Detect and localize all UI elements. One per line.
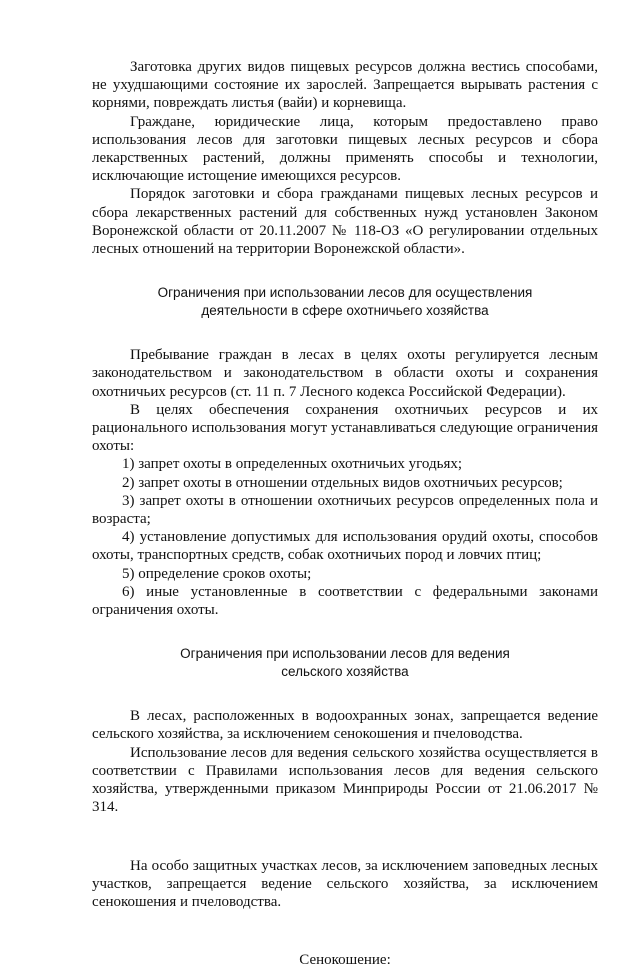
paragraph-hunting-lead: В целях обеспечения сохранения охотничьих ресурсов и их рационального использования могут устанавливаться следующие ограничения охоты: bbox=[92, 401, 598, 455]
paragraph-water-protection-zones: В лесах, расположенных в водоохранных зонах, запрещается ведение сельского хозяйства, за исключением сенокошения и пчеловодства. bbox=[92, 708, 598, 743]
list-item: 6) иные установленные в соответствии с федеральными законами ограничения охоты. bbox=[92, 583, 598, 619]
section-heading-hunting-line2: деятельности в сфере охотничьего хозяйства bbox=[201, 303, 489, 319]
haymaking-heading: Сенокошение: bbox=[299, 952, 391, 969]
section-heading-agriculture bbox=[92, 645, 598, 681]
list-item: 3) запрет охоты в отношении охотничьих ресурсов определенных пола и возраста; bbox=[92, 492, 598, 528]
list-item: 5) определение сроков охоты; bbox=[122, 565, 312, 582]
paragraph-citizens-methods: Граждане, юридические лица, которым предоставлено право использования лесов для заготовки пищевых лесных ресурсов и сбора лекарственных растений, должны применять способы и технологии, исключающие истощение имеющихся ресурсов. bbox=[92, 113, 598, 185]
paragraph-hunting-intro: Пребывание граждан в лесах в целях охоты регулируется лесным законодательством и законодательством в области охоты и сохранения охотничьих ресурсов (ст. 11 п. 7 Лесного кодекса Российской Федерации). bbox=[92, 347, 598, 400]
paragraph-food-resources: Заготовка других видов пищевых ресурсов должна вестись способами, не ухудшающими состояние их зарослей. Запрещается вырывать растения с корнями, повреждать листья (вайи) и корневища. bbox=[92, 59, 598, 112]
paragraph-protective-areas: На особо защитных участках лесов, за исключением заповедных лесных участков, запрещается ведение сельского хозяйства, за исключением сенокошения и пчеловодства. bbox=[92, 857, 598, 910]
section-heading-hunting-line1: Ограничения при использовании лесов для осуществления bbox=[157, 285, 533, 301]
section-heading-hunting bbox=[92, 284, 598, 320]
section-heading-agriculture-line1: Ограничения при использовании лесов для ведения bbox=[180, 646, 510, 662]
section-heading-agriculture-line2: сельского хозяйства bbox=[281, 664, 409, 680]
list-item: 1) запрет охоты в определенных охотничьих угодьях; bbox=[122, 456, 463, 473]
list-item: 2) запрет охоты в отношении отдельных видов охотничьих ресурсов; bbox=[122, 474, 563, 491]
paragraph-agriculture-rules: Использование лесов для ведения сельского хозяйства осуществляется в соответствии с Правилами использования лесов для ведения сельского хозяйства, утвержденными приказом Минприроды России от 21.06.2017 № 314. bbox=[92, 744, 598, 816]
paragraph-procedure-law: Порядок заготовки и сбора гражданами пищевых лесных ресурсов и сбора лекарственных растений для собственных нужд установлен Законом Воронежской области от 20.11.2007 № 118-ОЗ «О регулировании отдельных лесных отношений на территории Воронежской области». bbox=[92, 186, 598, 258]
list-item: 4) установление допустимых для использования орудий охоты, способов охоты, транспортных средств, собак охотничьих пород и ловчих птиц; bbox=[92, 529, 598, 564]
